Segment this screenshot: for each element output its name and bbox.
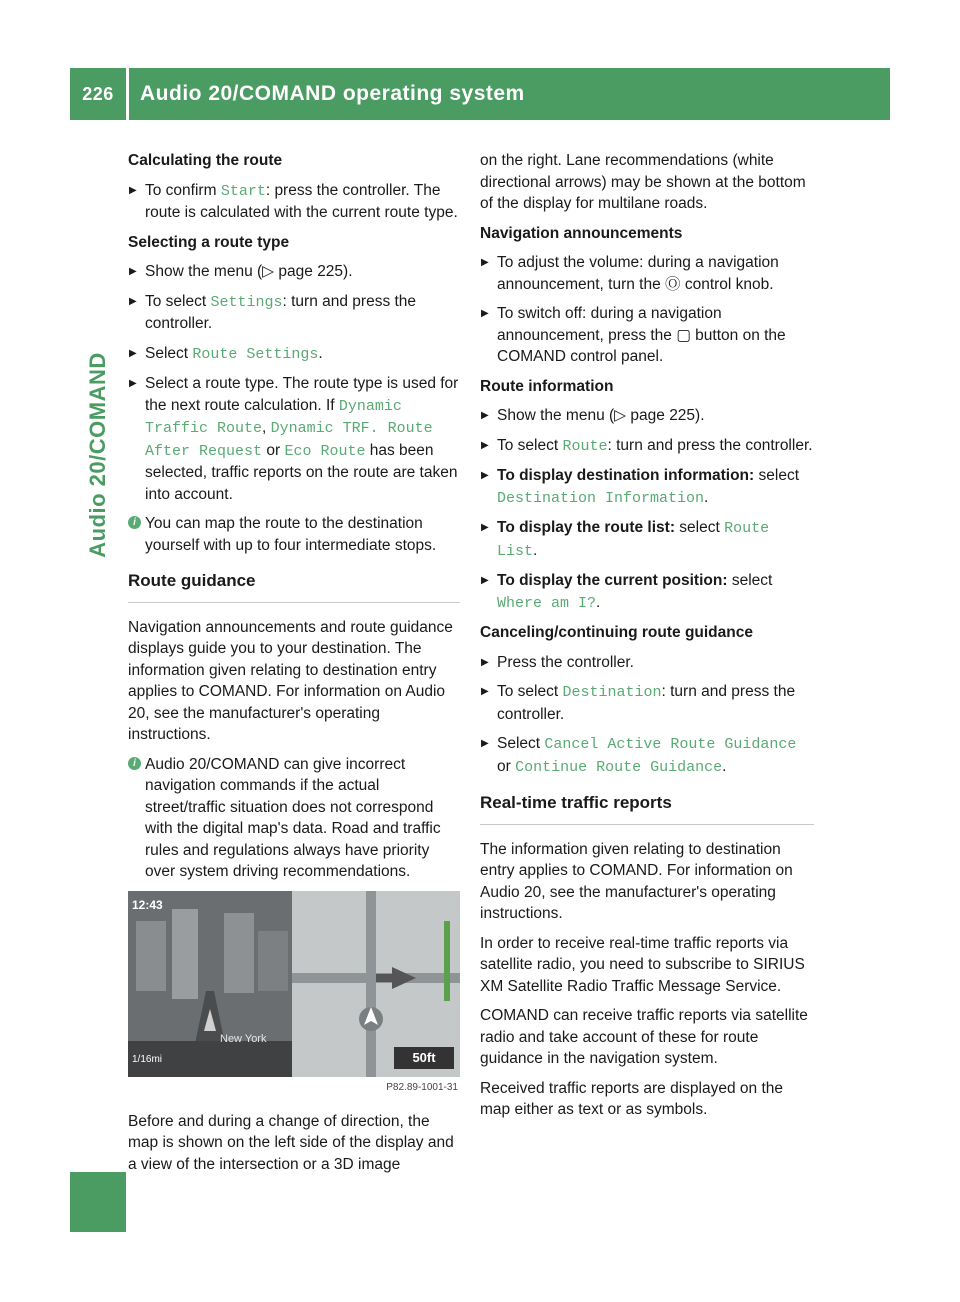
section-heading: Real-time traffic reports bbox=[480, 792, 814, 825]
clock-display: 12:43 bbox=[132, 897, 163, 912]
instruction-step: ▶ Show the menu (▷ page 225). bbox=[128, 261, 460, 283]
map-scale: 1/16mi bbox=[132, 1054, 163, 1065]
menu-item: Settings bbox=[210, 293, 283, 311]
body-paragraph: on the right. Lane recommendations (white directional arrows) may be shown at the bottom of the display for multilane roads. bbox=[480, 152, 806, 212]
city-label: New York bbox=[220, 1032, 267, 1045]
info-icon: i bbox=[128, 757, 141, 770]
side-tab-label: Audio 20/COMAND bbox=[85, 352, 110, 558]
instruction-step: ▶ To switch off: during a navigation announcement, press the ▢ button on the COMAND control panel. bbox=[480, 303, 814, 368]
instruction-step: ▶ To confirm Start: press the controller. The route is calculated with the current route type. bbox=[128, 180, 460, 224]
body-paragraph: Navigation announcements and route guidance displays guide you to your destination. The information given relating to destination entry applies to COMAND. For information on Audio 20, see the manufacturer's operating instructions. bbox=[128, 618, 453, 743]
page-number: 226 bbox=[82, 84, 114, 104]
instruction-step: ▶ To adjust the volume: during a navigation announcement, turn the Ⓞ control knob. bbox=[480, 252, 814, 295]
intersection-view bbox=[292, 891, 460, 1077]
body-paragraph: The information given relating to destination entry applies to COMAND. For information on Audio 20, see the manufacturer's operating instructions. bbox=[480, 840, 793, 922]
menu-item: Eco Route bbox=[284, 442, 366, 460]
map-view bbox=[128, 891, 292, 1077]
figure-code: P82.89-1001-31 bbox=[386, 1082, 458, 1093]
navigation-screenshot bbox=[128, 891, 460, 1101]
menu-item: Start bbox=[220, 182, 266, 200]
menu-item: Destination bbox=[562, 684, 662, 701]
body-paragraph: In order to receive real-time traffic reports via satellite radio, you need to subscribe to SIRIUS XM Satellite Radio Traffic Message Service. bbox=[480, 934, 805, 995]
right-column bbox=[480, 150, 814, 1129]
instruction-step: ▶ Press the controller. bbox=[480, 652, 814, 674]
instruction-step: ▶ To select Destination: turn and press the controller. bbox=[480, 681, 814, 725]
menu-item: Where am I? bbox=[497, 594, 597, 612]
instruction-step: ▶ Select Route Settings. bbox=[128, 343, 460, 366]
body-paragraph: COMAND can receive traffic reports via satellite radio and take account of these for route guidance in the navigation system. bbox=[480, 1007, 808, 1067]
section-heading: Navigation announcements bbox=[480, 224, 683, 242]
instruction-step: ▶ To display the current position: select Where am I?. bbox=[480, 570, 814, 614]
menu-item: Route List bbox=[497, 520, 770, 560]
page-title: Audio 20/COMAND operating system bbox=[140, 82, 525, 105]
menu-item: Route bbox=[562, 437, 608, 455]
info-note: i Audio 20/COMAND can give incorrect navigation commands if the actual street/traffic situation does not correspond with the digital map's data. Road and traffic rules and regulations always have priority over system driving recommendations. bbox=[128, 754, 460, 883]
instruction-step: ▶ To select Route: turn and press the controller. bbox=[480, 435, 814, 458]
body-paragraph: Before and during a change of direction, the map is shown on the left side of the display and a view of the intersection or a 3D image bbox=[128, 1112, 454, 1173]
instruction-step: ▶ To display the route list: select Route List. bbox=[480, 517, 814, 562]
menu-item: Dynamic TRF. Route After Request bbox=[145, 420, 433, 460]
header-divider bbox=[126, 68, 129, 120]
section-heading: Route guidance bbox=[128, 570, 460, 603]
section-heading: Canceling/continuing route guidance bbox=[480, 624, 753, 641]
section-heading: Route information bbox=[480, 377, 614, 395]
info-icon: i bbox=[128, 516, 141, 529]
instruction-step: ▶ To select Settings: turn and press the controller. bbox=[128, 291, 460, 335]
distance-readout: 50ft bbox=[394, 1047, 454, 1069]
menu-item: Dynamic Traffic Route bbox=[145, 397, 402, 437]
info-note: i You can map the route to the destination yourself with up to four intermediate stops. bbox=[128, 513, 460, 556]
section-heading: Calculating the route bbox=[128, 152, 283, 169]
instruction-step: ▶ To display destination information: select Destination Information. bbox=[480, 465, 814, 509]
instruction-step: ▶ Select a route type. The route type is used for the next route calculation. If Dynamic Traffic Route, Dynamic TRF. Route After Request or Eco Route has been selected, traffic reports on the route are taken into account. bbox=[128, 373, 460, 505]
menu-item: Cancel Active Route Guidance bbox=[544, 736, 797, 753]
body-paragraph: Received traffic reports are displayed on the map either as text or as symbols. bbox=[480, 1079, 783, 1118]
menu-item: Route Settings bbox=[192, 345, 319, 363]
section-heading: Selecting a route type bbox=[128, 233, 290, 251]
instruction-step: ▶ Select Cancel Active Route Guidance or Continue Route Guidance. bbox=[480, 733, 814, 778]
menu-item: Destination Information bbox=[497, 489, 705, 507]
menu-item: Continue Route Guidance bbox=[515, 758, 723, 776]
side-tab-block bbox=[70, 1172, 126, 1232]
instruction-step: ▶ Show the menu (▷ page 225). bbox=[480, 405, 814, 427]
left-column bbox=[128, 150, 460, 1183]
